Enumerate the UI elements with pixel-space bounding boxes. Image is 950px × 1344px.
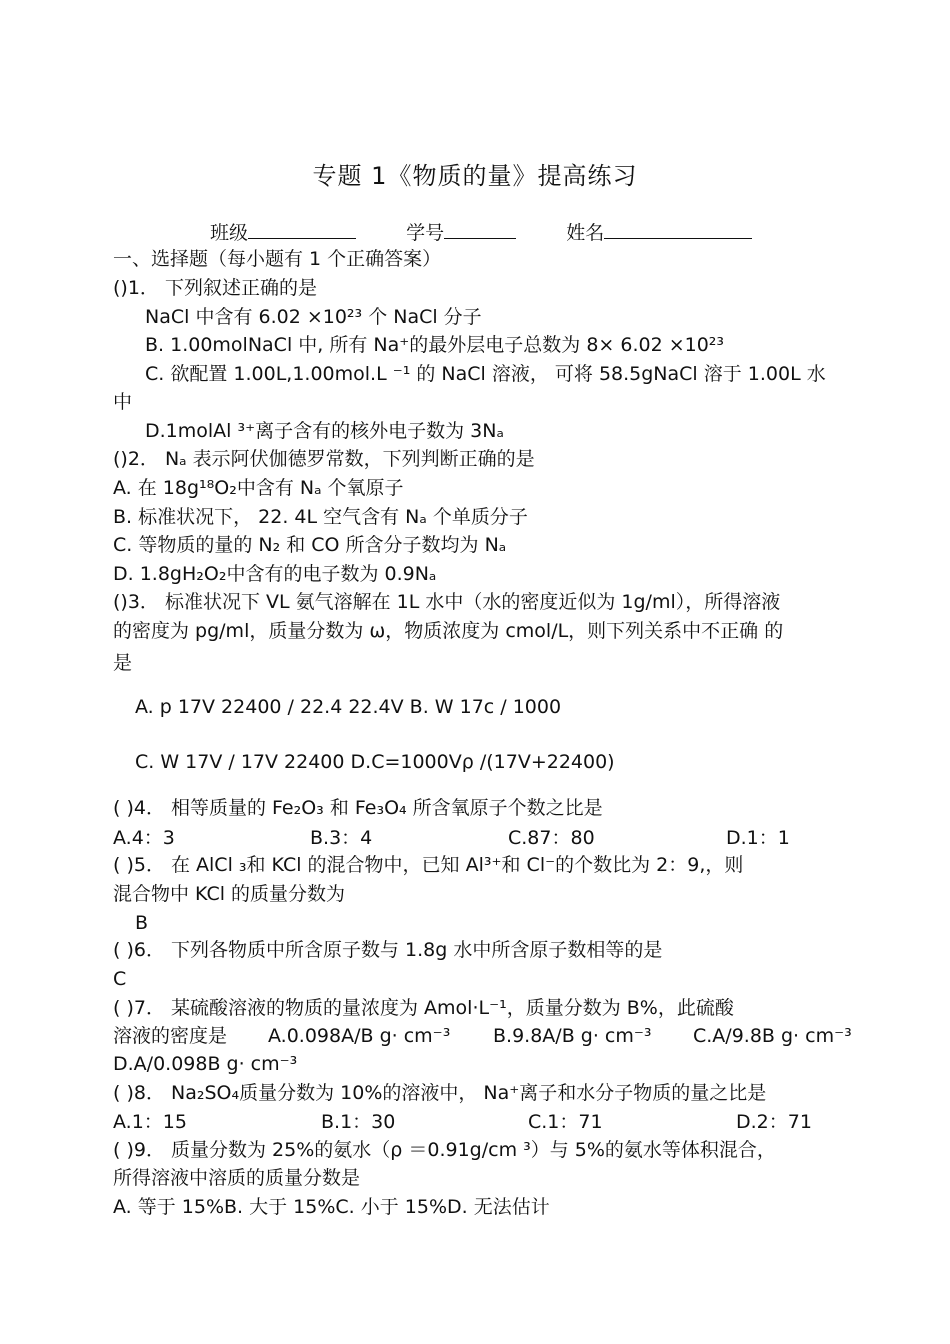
q8-option-d: D.2：71 <box>736 1111 812 1133</box>
q7-option-d: D.A/0.098B g· cm⁻³ <box>113 1053 298 1075</box>
q2-stem: ()2． Nₐ 表示阿伏伽德罗常数，下列判断正确的是 <box>113 448 535 470</box>
q7-options-row <box>113 1024 852 1048</box>
q9-stem: ( )9． 质量分数为 25%的氨水（ρ ＝0.91g/cm ³）与 5%的氨水等体积混合， <box>113 1139 776 1161</box>
q7-option-a: A.0.098A/B g· cm⁻³ <box>268 1025 451 1047</box>
name-field[interactable] <box>604 220 752 239</box>
q4-options <box>113 826 833 850</box>
section-heading: 一、选择题（每小题有 1 个正确答案） <box>113 248 442 270</box>
q4-option-d: D.1：1 <box>726 827 790 849</box>
q5-answer: B <box>135 912 149 934</box>
q3-stem: ()3． 标准状况下 VL 氨气溶解在 1L 水中（水的密度近似为 1g/ml），所得溶液 <box>113 591 781 613</box>
q2-option-b: B. 标准状况下， 22. 4L 空气含有 Nₐ 个单质分子 <box>113 506 528 528</box>
class-label: 班级 <box>210 222 249 244</box>
q2-option-d: D. 1.8gH₂O₂中含有的电子数为 0.9Nₐ <box>113 563 437 585</box>
q4-stem: ( )4． 相等质量的 Fe₂O₃ 和 Fe₃O₄ 所含氧原子个数之比是 <box>113 797 603 819</box>
q9-stem-cont: 所得溶液中溶质的质量分数是 <box>113 1167 361 1189</box>
q1-option-c: C. 欲配置 1.00L,1.00mol.L ⁻¹ 的 NaCl 溶液， 可将 58.5gNaCl 溶于 1.00L 水 <box>145 363 826 385</box>
student-info-row <box>210 220 752 245</box>
q1-option-d: D.1molAl ³⁺离子含有的核外电子数为 3Nₐ <box>145 420 504 442</box>
q6-stem: ( )6． 下列各物质中所含原子数与 1.8g 水中所含原子数相等的是 <box>113 939 663 961</box>
number-field[interactable] <box>444 220 516 239</box>
q4-option-b: B.3：4 <box>310 827 373 849</box>
class-field[interactable] <box>248 220 356 239</box>
q7-stem: ( )7． 某硫酸溶液的物质的量浓度为 Amol·L⁻¹，质量分数为 B%，此硫酸 <box>113 997 734 1019</box>
q8-option-b: B.1：30 <box>321 1111 396 1133</box>
name-label: 姓名 <box>566 222 605 244</box>
q8-stem: ( )8． Na₂SO₄质量分数为 10%的溶液中， Na⁺离子和水分子物质的量之比是 <box>113 1082 767 1104</box>
q7-stem-cont: 溶液的密度是 <box>113 1025 228 1047</box>
q1-option-c-cont: 中 <box>113 391 133 413</box>
q5-stem: ( )5． 在 AlCl ₃和 KCl 的混合物中，已知 Al³⁺和 Cl⁻的个数比为 2：9,，则 <box>113 854 744 876</box>
q3-stem-cont: 的密度为 pg/ml，质量分数为 ω，物质浓度为 cmol/L，则下列关系中不正确 的 <box>113 620 784 642</box>
q8-options <box>113 1110 833 1134</box>
q3-options-cd: C. W 17V / 17V 22400 D.C=1000Vρ /(17V+22400) <box>135 751 615 773</box>
q8-option-a: A.1：15 <box>113 1111 187 1133</box>
q3-stem-end: 是 <box>113 652 133 674</box>
q1-option-a: NaCl 中含有 6.02 ×10²³ 个 NaCl 分子 <box>145 306 482 328</box>
q6-answer: C <box>113 968 127 990</box>
q4-option-c: C.87：80 <box>508 827 595 849</box>
q2-option-a: A. 在 18g¹⁸O₂中含有 Nₐ 个氧原子 <box>113 477 404 499</box>
q9-options: A. 等于 15%B. 大于 15%C. 小于 15%D. 无法估计 <box>113 1196 550 1218</box>
q7-option-b: B.9.8A/B g· cm⁻³ <box>493 1025 652 1047</box>
q1-stem: ()1． 下列叙述正确的是 <box>113 277 317 299</box>
q8-option-c: C.1：71 <box>528 1111 603 1133</box>
q5-stem-cont: 混合物中 KCl 的质量分数为 <box>113 883 346 905</box>
page-title: 专题 1《物质的量》提高练习 <box>312 162 638 190</box>
q7-option-c: C.A/9.8B g· cm⁻³ <box>693 1025 852 1047</box>
q3-options-ab: A. p 17V 22400 / 22.4 22.4V B. W 17c / 1000 <box>135 696 562 718</box>
number-label: 学号 <box>406 222 445 244</box>
q2-option-c: C. 等物质的量的 N₂ 和 CO 所含分子数均为 Nₐ <box>113 534 507 556</box>
q4-option-a: A.4：3 <box>113 827 175 849</box>
q1-option-b: B. 1.00molNaCl 中, 所有 Na⁺的最外层电子总数为 8× 6.02 ×10²³ <box>145 334 725 356</box>
